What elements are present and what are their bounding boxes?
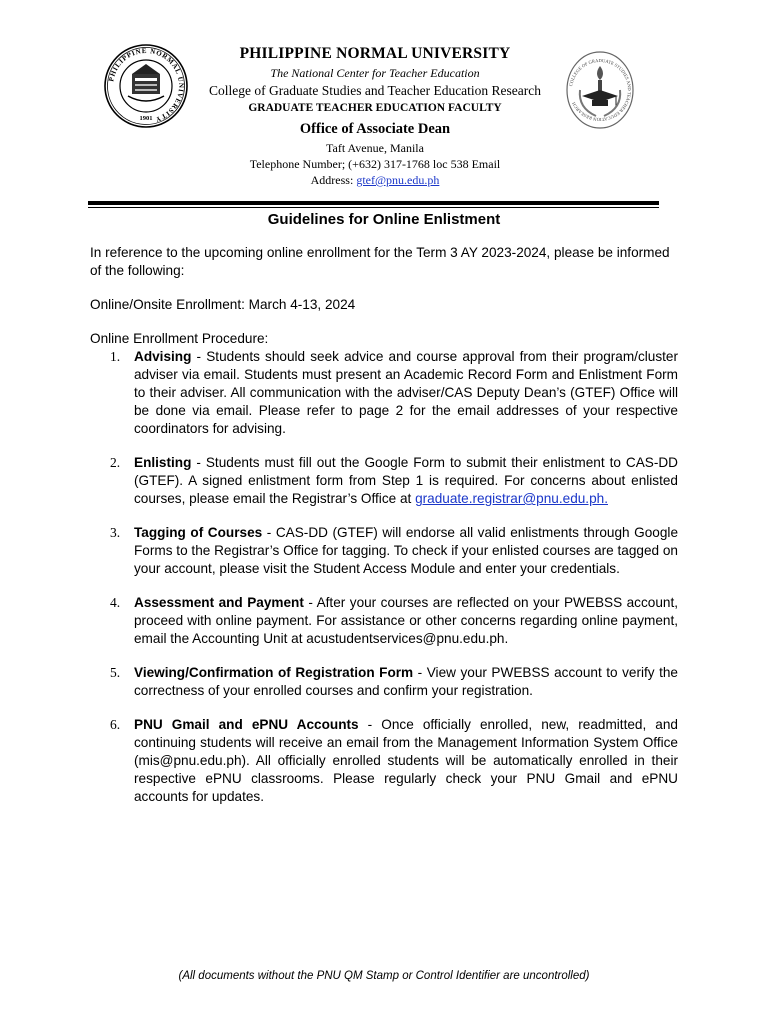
step-text: - Once officially enrolled, new, readmitted, and continuing students will receive an email from the Management Information System Office (mis@pnu.edu.ph). All officially enrolled students will be automatically enrolled in their respective ePNU classrooms. Please regularly check your PNU Gmail and ePNU accounts for updates. [134,717,678,804]
procedure-list [90,348,678,806]
seal-text: PHILIPPINE NORMAL UNIVERSITY [107,46,186,124]
step-heading: Advising [134,349,192,364]
university-name: PHILIPPINE NORMAL UNIVERSITY [239,45,511,62]
step-heading: Viewing/Confirmation of Registration Form [134,665,414,680]
university-tagline: The National Center for Teacher Education [270,66,480,80]
office-telephone: Telephone Number; (+632) 317-1768 loc 538 Email [249,157,501,171]
procedure-step [90,524,678,578]
intro-paragraph: In reference to the upcoming online enrollment for the Term 3 AY 2023-2024, please be informed of the following: [90,245,670,278]
step-number: 3. [110,525,121,540]
procedure-label: Online Enrollment Procedure: [90,331,269,346]
office-address: Taft Avenue, Manila [326,141,424,155]
faculty-name: GRADUATE TEACHER EDUCATION FACULTY [248,102,502,114]
college-name: College of Graduate Studies and Teacher Education Research [208,83,542,98]
office-name: Office of Associate Dean [299,121,451,137]
header-divider-thick [88,201,659,205]
email-prefix: Address: [310,173,357,187]
college-seal-logo [566,50,634,130]
step-text: - View your PWEBSS account to verify the correctness of your enrolled courses and confirm your registration. [134,665,678,698]
letterhead [190,44,560,188]
enrollment-dates: Online/Onsite Enrollment: March 4-13, 2024 [90,297,356,312]
college-seal-text: COLLEGE OF GRADUATE STUDIES AND TEACHER EDUCATION RESEARCH [568,57,633,123]
step-text: - CAS-DD (GTEF) will endorse all valid enlistments through Google Forms to the Registrar’s Office for tagging. To check if your enlisted courses are tagged on your account, please visit the Student Access Module and enter your credentials. [134,525,679,576]
step-number: 1. [110,349,121,364]
step-heading: PNU Gmail and ePNU Accounts [134,717,359,732]
seal-year: 1901 [139,115,153,122]
step-number: 5. [110,665,121,680]
procedure-step [90,454,678,508]
procedure-step [90,348,678,438]
procedure-step [90,594,678,648]
registrar-email-link[interactable]: graduate.registrar@pnu.edu.ph. [415,491,608,506]
step-number: 6. [110,717,121,732]
step-heading: Assessment and Payment [134,595,304,610]
step-text: - After your courses are reflected on your PWEBSS account, proceed with online payment. For assistance or other concerns regarding online payment, email the Accounting Unit at acustudentservices@pnu.edu.ph. [134,595,678,646]
step-heading: Enlisting [134,455,192,470]
step-heading: Tagging of Courses [134,525,263,540]
document-title: Guidelines for Online Enlistment [267,211,501,228]
document-body [90,210,678,822]
procedure-step [90,664,678,700]
step-number: 2. [110,455,121,470]
step-number: 4. [110,595,121,610]
procedure-step [90,716,678,806]
step-text: - Students should seek advice and course approval from their program/cluster adviser via email. Students must present an Academic Record Form and Enlistment Form to their adviser. All communication with the adviser/CAS Deputy Dean’s (GTEF) Office will be done via email. Please refer to page 2 for the email addresses of your respective coordinators for advising. [134,349,678,436]
header-divider-thin [88,207,659,208]
footer-note: (All documents without the PNU QM Stamp or Control Identifier are uncontrolled) [178,970,590,982]
office-email-line [190,172,560,188]
pnu-seal-logo [104,44,188,128]
office-email-link[interactable]: gtef@pnu.edu.ph [356,173,440,187]
step-text: - Students must fill out the Google Form to submit their enlistment to CAS-DD (GTEF). A signed enlistment form from Step 1 is required. For concerns about enlisted courses, please email the Registrar’s Office at [134,455,678,506]
